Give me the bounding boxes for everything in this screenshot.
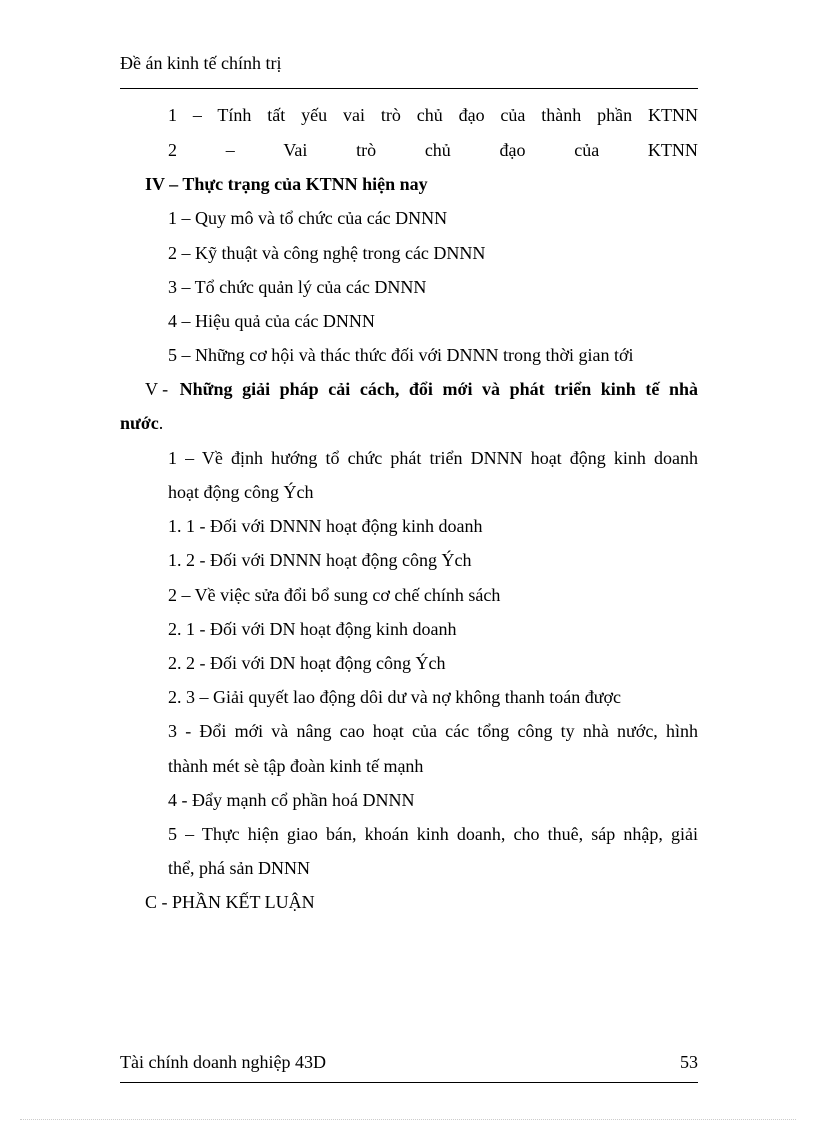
word: của	[574, 140, 600, 160]
running-footer: Tài chính doanh nghiệp 43D	[120, 1052, 326, 1072]
word: Vai	[283, 140, 308, 160]
heading-text-end: nước	[120, 413, 159, 433]
toc-line: 2 – Kỹ thuật và công nghệ trong các DNNN	[168, 243, 486, 263]
word: 2	[168, 140, 177, 160]
heading-prefix: V -	[145, 379, 173, 399]
toc-line: 3 – Tổ chức quản lý của các DNNN	[168, 277, 427, 297]
toc-line: thể, phá sản DNNN	[168, 858, 310, 878]
toc-line: 2 – Về việc sửa đổi bổ sung cơ chế chính sách	[168, 585, 501, 605]
page-edge-divider	[20, 1119, 796, 1120]
toc-line: 1 – Về định hướng tổ chức phát triển DNNN hoạt động kinh doanh	[168, 448, 698, 468]
section-heading-v	[145, 379, 698, 400]
toc-line: 5 – Những cơ hội và thác thức đối với DNNN trong thời gian tới	[168, 345, 634, 365]
header-rule	[120, 88, 698, 89]
heading-text: Những giải pháp cải cách, đổi mới và phát triển kinh tế nhà	[179, 379, 698, 399]
toc-line: 1. 2 - Đối với DNNN hoạt động công Ých	[168, 550, 472, 570]
word: đạo	[499, 140, 526, 160]
section-heading-c: C - PHẦN KẾT LUẬN	[145, 892, 315, 912]
section-heading-v-continued	[120, 413, 163, 434]
section-heading-iv: IV – Thực trạng của KTNN hiện nay	[145, 174, 428, 194]
toc-line: 1 – Quy mô và tổ chức của các DNNN	[168, 208, 448, 228]
toc-line: 1. 1 - Đối với DNNN hoạt động kinh doanh	[168, 516, 483, 536]
toc-line-l2	[168, 140, 698, 161]
word: chủ	[424, 140, 451, 160]
toc-line: 2. 3 – Giải quyết lao động dôi dư và nợ không thanh toán được	[168, 687, 621, 707]
toc-line-l1: 1 – Tính tất yếu vai trò chủ đạo của thành phần KTNN	[168, 105, 698, 125]
toc-line: thành mét sè tập đoàn kinh tế mạnh	[168, 756, 424, 776]
toc-line: 2. 1 - Đối với DN hoạt động kinh doanh	[168, 619, 457, 639]
heading-period: .	[158, 413, 164, 433]
running-header: Đề án kinh tế chính trị	[120, 53, 282, 73]
toc-line: 5 – Thực hiện giao bán, khoán kinh doanh, cho thuê, sáp nhập, giải	[168, 824, 698, 844]
toc-line: 2. 2 - Đối với DN hoạt động công Ých	[168, 653, 446, 673]
word: trò	[356, 140, 377, 160]
toc-line: hoạt động công Ých	[168, 482, 314, 502]
word: KTNN	[647, 140, 698, 160]
page-number: 53	[680, 1052, 698, 1072]
toc-line: 4 - Đẩy mạnh cổ phần hoá DNNN	[168, 790, 415, 810]
toc-line: 3 - Đổi mới và nâng cao hoạt của các tổng công ty nhà nước, hình	[168, 721, 698, 741]
word: –	[225, 140, 235, 160]
footer-rule	[120, 1082, 698, 1083]
toc-line: 4 – Hiệu quả của các DNNN	[168, 311, 375, 331]
